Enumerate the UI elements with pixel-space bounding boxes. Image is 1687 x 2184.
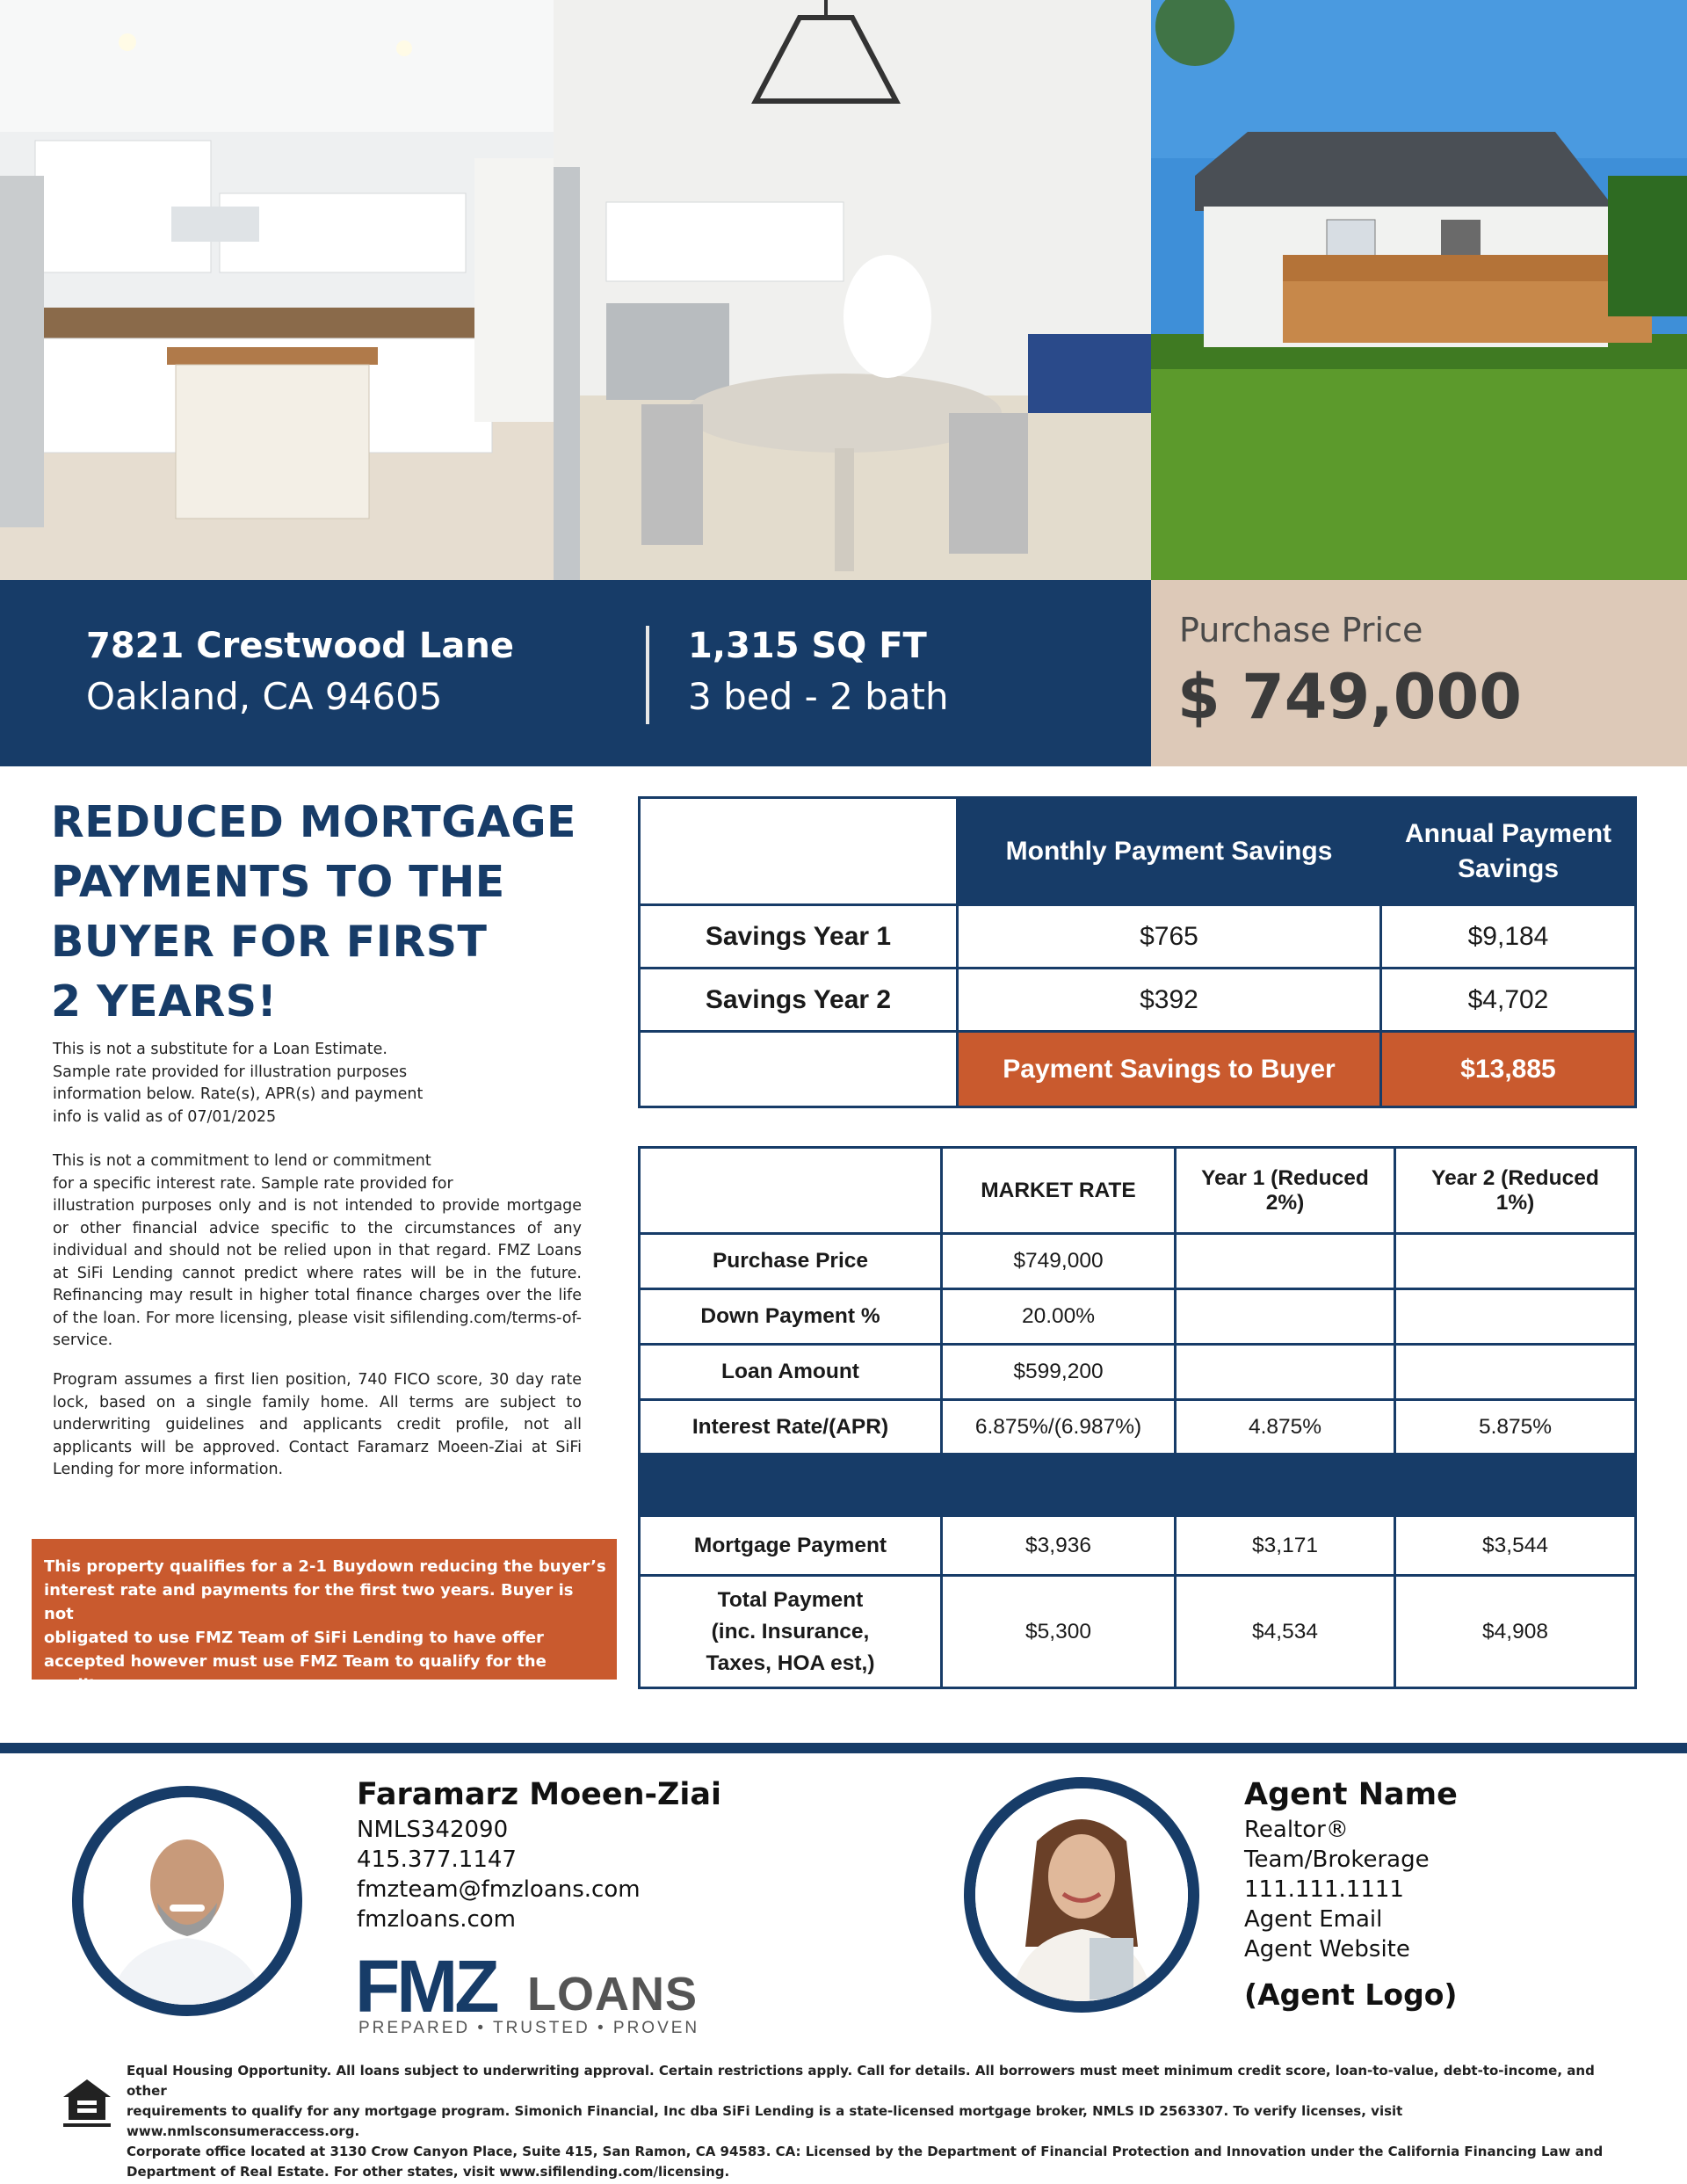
savings-header-annual [1381, 798, 1636, 905]
loan-officer-name: Faramarz Moeen-Ziai [357, 1777, 722, 1812]
header-line: 1%) [1495, 1190, 1535, 1215]
disclaimer-body: illustration purposes only and is not intended to provide mortgage or other financial advice specific to the circumstances of any individual and should not be relied upon in that regard. FMZ Loans at SiFi Lending cannot predict where rates will be in the future. Refinancing may result in higher total finance charges over the life of the loan. For more licensing, please visit sifilending.com/terms-of-service. [53, 1197, 582, 1349]
legal-line: requirements to qualify for any mortgage program. Simonich Financial, Inc dba SiFi Lending is a state-licensed mortgage broker, NMLS ID 2563307. To verify licenses, visit www.nmlsconsumeraccess.org. [127, 2103, 1403, 2139]
header-line: 2%) [1265, 1190, 1305, 1215]
rate-row [640, 1234, 1636, 1289]
rate-row-label: Mortgage Payment [640, 1516, 942, 1576]
rate-year2-value: $3,544 [1395, 1516, 1636, 1576]
buydown-line: accepted however must use FMZ Team to qualify for the credit. [44, 1652, 547, 1694]
fmz-logo-tagline: PREPARED • TRUSTED • PROVEN [358, 2019, 700, 2037]
headline-line: 2 YEARS! [51, 976, 278, 1027]
rate-year1-value: $3,171 [1176, 1516, 1395, 1576]
rate-row-label: Purchase Price [640, 1234, 942, 1289]
label-line: Total Payment [717, 1587, 864, 1612]
buydown-line: This property qualifies for a 2-1 Buydown reducing the buyer’s [44, 1557, 606, 1576]
rate-year1-value [1176, 1289, 1395, 1345]
rate-market-value: $599,200 [942, 1345, 1176, 1400]
savings-total-row [640, 1032, 1636, 1107]
savings-total-label: Payment Savings to Buyer [958, 1032, 1381, 1107]
rate-header-market: MARKET RATE [942, 1148, 1176, 1234]
kitchen-photo [0, 0, 554, 580]
property-info-band [0, 580, 1151, 766]
savings-annual-value: $4,702 [1381, 969, 1636, 1032]
rate-row [640, 1289, 1636, 1345]
agent-website[interactable]: Agent Website [1244, 1936, 1410, 1963]
legal-line: Corporate office located at 3130 Crow Canyon Place, Suite 415, San Ramon, CA 94583. CA: Licensed by the Department of Financial Protection and Innovation under the California Financing Law and [127, 2144, 1604, 2159]
savings-row [640, 969, 1636, 1032]
rate-year2-value: 5.875% [1395, 1400, 1636, 1455]
buydown-line: obligated to use FMZ Team of SiFi Lending to have offer [44, 1629, 544, 1647]
agent-photo [964, 1777, 1199, 2013]
rate-divider-row [640, 1455, 1636, 1516]
header-line: Year 2 (Reduced [1431, 1165, 1599, 1190]
rate-year1-value: 4.875% [1176, 1400, 1395, 1455]
savings-row-label: Savings Year 2 [640, 969, 958, 1032]
property-beds-baths: 3 bed - 2 bath [688, 675, 949, 718]
disclaimer-line: This is not a substitute for a Loan Estimate. [53, 1041, 387, 1058]
loan-officer-nmls: NMLS342090 [357, 1817, 509, 1843]
rate-year1-value [1176, 1345, 1395, 1400]
purchase-price-label: Purchase Price [1179, 611, 1423, 649]
rate-market-value: $5,300 [942, 1576, 1176, 1688]
rate-year1-value [1176, 1234, 1395, 1289]
property-sqft: 1,315 SQ FT [688, 626, 927, 666]
rate-market-value: $3,936 [942, 1516, 1176, 1576]
rate-year2-value [1395, 1345, 1636, 1400]
rate-row-label: Interest Rate/(APR) [640, 1400, 942, 1455]
disclaimer-program: Program assumes a first lien position, 740 FICO score, 30 day rate lock, based on a single family home. All terms are subject to underwriting guidelines and applicants credit profile, not all applicants will be approved. Contact Faramarz Moeen-Ziai at SiFi Lending for more information. [53, 1371, 582, 1478]
savings-monthly-value: $765 [958, 905, 1381, 969]
header-line: Year 1 (Reduced [1201, 1165, 1369, 1190]
headline-line: REDUCED MORTGAGE [51, 797, 577, 847]
dining-photo [554, 0, 1151, 580]
agent-brokerage: Team/Brokerage [1244, 1847, 1430, 1873]
fmz-logo-mark: FMZ [355, 1945, 496, 2028]
equal-housing-icon [58, 2074, 116, 2132]
rate-market-value: 6.875%/(6.987%) [942, 1400, 1176, 1455]
headline [51, 793, 613, 1032]
rate-market-value: $749,000 [942, 1234, 1176, 1289]
header-line: Savings [1457, 853, 1560, 883]
savings-monthly-value: $392 [958, 969, 1381, 1032]
savings-header-monthly: Monthly Payment Savings [958, 798, 1381, 905]
purchase-price-value: $ 749,000 [1177, 661, 1522, 733]
rate-market-value: 20.00% [942, 1289, 1176, 1345]
disclaimer-estimate [53, 1039, 582, 1128]
loan-officer-contact [357, 1815, 641, 1934]
footer-divider [0, 1743, 1687, 1753]
rate-header-year2 [1395, 1148, 1636, 1234]
loan-officer-phone[interactable]: 415.377.1147 [357, 1847, 517, 1873]
band-divider [646, 626, 649, 724]
rate-row-label [640, 1576, 942, 1688]
mortgage-payment-row [640, 1516, 1636, 1576]
buydown-note [32, 1539, 617, 1694]
rate-year1-value: $4,534 [1176, 1576, 1395, 1688]
disclaimer-line: This is not a commitment to lend or commitment [53, 1152, 431, 1170]
agent-logo-placeholder: (Agent Logo) [1244, 1977, 1458, 2012]
header-line: Annual Payment [1404, 818, 1612, 848]
loan-officer-website[interactable]: fmzloans.com [357, 1906, 517, 1933]
rate-row [640, 1400, 1636, 1455]
rate-year2-value [1395, 1289, 1636, 1345]
savings-row [640, 905, 1636, 969]
disclaimer-line: Sample rate provided for illustration purposes [53, 1063, 408, 1081]
fmz-logo-loans: LOANS [527, 1968, 698, 2021]
disclaimer-line: info is valid as of 07/01/2025 [53, 1107, 277, 1126]
rate-row-label: Down Payment % [640, 1289, 942, 1345]
loan-officer-photo [72, 1786, 302, 2016]
rate-row-label: Loan Amount [640, 1345, 942, 1400]
rate-year2-value [1395, 1234, 1636, 1289]
savings-annual-value: $9,184 [1381, 905, 1636, 969]
buydown-line: interest rate and payments for the first two years. Buyer is not [44, 1581, 574, 1623]
loan-officer-email[interactable]: fmzteam@fmzloans.com [357, 1876, 641, 1903]
label-line: (inc. Insurance, [711, 1619, 870, 1643]
savings-row-label: Savings Year 1 [640, 905, 958, 969]
savings-header-empty [640, 798, 958, 905]
savings-total-value: $13,885 [1381, 1032, 1636, 1107]
legal-line: Equal Housing Opportunity. All loans subject to underwriting approval. Certain restrictions apply. Call for details. All borrowers must meet minimum credit score, loan-to-value, debt-to-income, and other [127, 2063, 1595, 2099]
rate-year2-value: $4,908 [1395, 1576, 1636, 1688]
legal-line: Department of Real Estate. For other states, visit www.sifilending.com/licensing. [127, 2164, 730, 2180]
label-line: Taxes, HOA est,) [706, 1651, 875, 1675]
total-payment-row [640, 1576, 1636, 1688]
backyard-photo [1151, 0, 1687, 580]
savings-table [638, 796, 1637, 1108]
agent-phone[interactable]: 111.111.1111 [1244, 1876, 1404, 1903]
agent-name: Agent Name [1244, 1777, 1458, 1812]
disclaimer-line: information below. Rate(s), APR(s) and payment [53, 1085, 424, 1103]
rate-header-empty [640, 1148, 942, 1234]
agent-contact [1244, 1815, 1430, 1964]
property-street: 7821 Crestwood Lane [86, 626, 514, 666]
rate-comparison-table [638, 1146, 1637, 1689]
rate-divider-cell [640, 1455, 1636, 1516]
savings-total-empty [640, 1032, 958, 1107]
rate-row [640, 1345, 1636, 1400]
property-city: Oakland, CA 94605 [86, 675, 443, 718]
headline-line: PAYMENTS TO THE [51, 857, 505, 907]
agent-title: Realtor® [1244, 1817, 1349, 1843]
rate-header-year1 [1176, 1148, 1395, 1234]
disclaimer-commitment [53, 1150, 582, 1353]
disclaimer-line: for a specific interest rate. Sample rate provided for [53, 1174, 453, 1193]
agent-email[interactable]: Agent Email [1244, 1906, 1383, 1933]
headline-line: BUYER FOR FIRST [51, 917, 488, 967]
legal-disclaimer [127, 2061, 1620, 2182]
